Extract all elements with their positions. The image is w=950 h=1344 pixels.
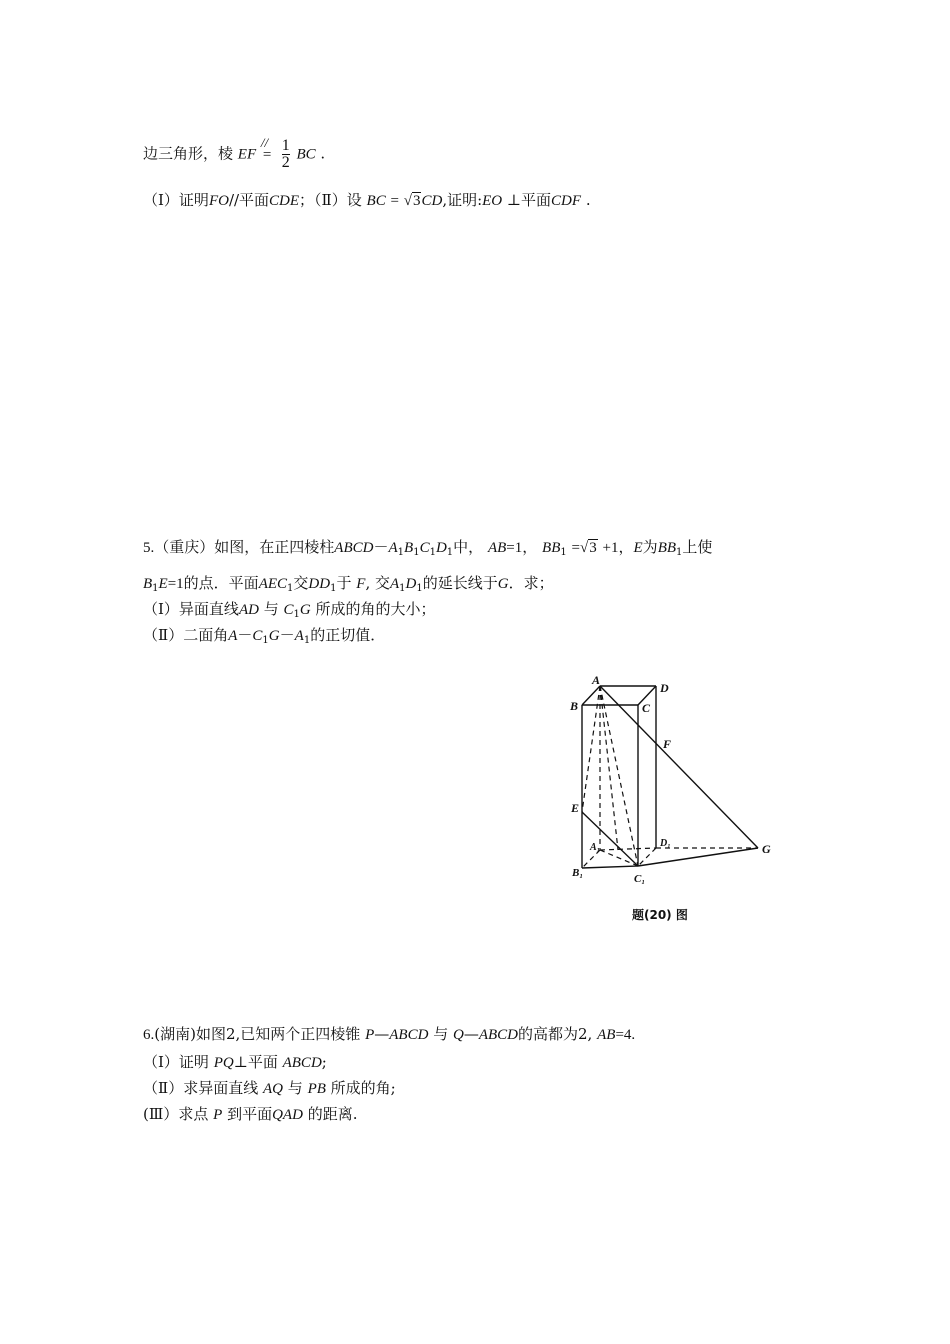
label-A: A [592, 673, 601, 687]
line-ag [600, 686, 758, 848]
p6-question-2: （Ⅱ）求异面直线 AQ 与 PB 所成的角; [143, 1079, 396, 1097]
line-c1g [638, 848, 758, 866]
edge-a1d1 [600, 848, 656, 850]
p5-question-2: （Ⅱ）二面角$A-C_1G-A_1$的正切值． [143, 626, 386, 646]
line-a-inner [600, 686, 618, 850]
sqrt-three: √3 [580, 540, 597, 556]
label-F: F [663, 737, 672, 751]
p6-line1: 6.(湖南)如图2,已知两个正四棱锥 P—ABCD 与 Q—ABCD的高都为2, AB=4. [143, 1025, 636, 1043]
p5-line1: 5.（重庆）如图，在正四棱柱$ABCD-A_1B_1C_1D_1$中， AB=1， $BB_1 =√3 +1$，E为$BB_1$上使 [143, 538, 713, 558]
line-a1c1 [600, 850, 638, 866]
label-D1: D₁ [660, 838, 671, 849]
label-C1: C₁ [634, 873, 646, 885]
math-bc: BC [296, 146, 316, 163]
p6-question-1: （Ⅰ）证明 PQ⊥平面 ABCD; [143, 1053, 327, 1071]
line-ec1 [582, 812, 638, 866]
problem-number: 5. [143, 540, 155, 556]
label-E: E [571, 801, 580, 815]
p4-line2: （Ⅰ）证明FO//平面CDE；（Ⅱ）设 BC = √3CD,证明:EO ⊥平面CDF . [143, 191, 591, 209]
edge-ab [582, 686, 600, 705]
line-ac1 [600, 686, 638, 866]
label-D: D [660, 681, 669, 695]
math-ef: EF [237, 146, 257, 163]
figure-caption: 题(20) 图 [632, 908, 688, 922]
prism-figure [568, 672, 783, 892]
edge-b1c1 [582, 866, 638, 868]
p4-line1: 边三角形，棱 EF // = $\frac{1}{2}$ BC . [143, 134, 326, 171]
p4-text: 边三角形，棱 [143, 144, 234, 163]
p6-question-3: (Ⅲ）求点 P 到平面QAD 的距离. [143, 1105, 358, 1123]
p5-question-1: （Ⅰ）异面直线AD 与 $C_1G$ 所成的角的大小； [143, 600, 436, 620]
problem-number: 6. [143, 1027, 155, 1043]
label-A1: A₁ [590, 842, 601, 853]
p5-line2: $B_1E=1$的点．平面$AEC_1$交$DD_1$于 F, 交$A_1D_1$的延长线于G．求； [143, 574, 554, 594]
label-C: C [642, 701, 651, 715]
label-B: B [570, 699, 579, 713]
label-B1: B₁ [572, 867, 584, 879]
fraction-one-half: $\frac{1}{2}$ [281, 137, 290, 171]
parallel-equal-symbol: // = [260, 134, 272, 163]
label-G: G [762, 842, 771, 856]
sqrt-three: √3 [403, 193, 421, 209]
